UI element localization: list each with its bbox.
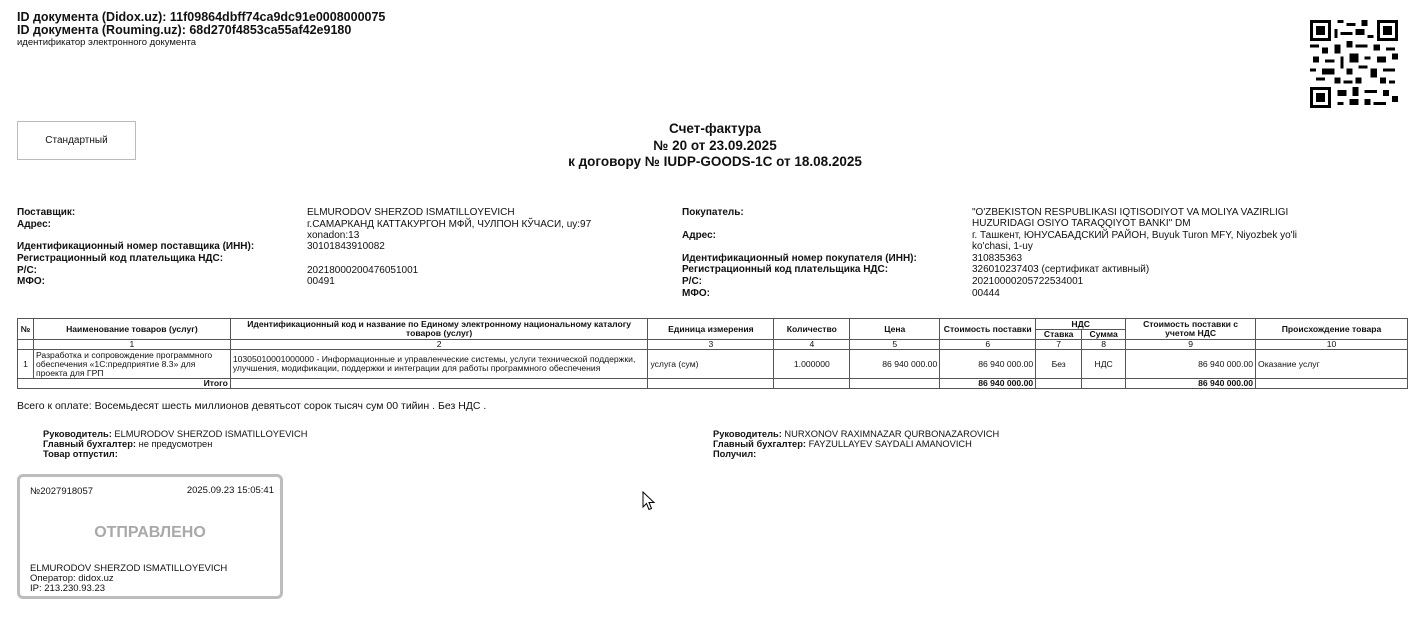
- col-number: 1: [33, 340, 230, 350]
- row-num: 1: [18, 350, 34, 379]
- col-number: 7: [1036, 340, 1082, 350]
- header-vat-rate: Ставка: [1036, 330, 1082, 340]
- table-total-row: [18, 379, 1408, 389]
- col-number: 2: [230, 340, 648, 350]
- row-vat-sum: НДС: [1082, 350, 1126, 379]
- table-column-numbers-row: [18, 340, 1408, 350]
- invoice-number-date: № 20 от 23.09.2025: [653, 137, 777, 153]
- buyer-head: NURXONOV RAXIMNAZAR QURBONAZAROVICH: [784, 429, 1000, 439]
- header-unit: Единица измерения: [648, 319, 774, 340]
- buyer-accountant-label: Главный бухгалтер:: [713, 439, 806, 449]
- stamp-signer: ELMURODOV SHERZOD ISMATILLOYEVICH: [30, 563, 228, 574]
- itogo-empty: [648, 379, 774, 389]
- row-price: 86 940 000.00: [850, 350, 940, 379]
- seller-head: ELMURODOV SHERZOD ISMATILLOYEVICH: [114, 429, 308, 439]
- seller-accountant: не предусмотрен: [138, 439, 213, 449]
- stamp-number: №2027918057: [30, 486, 94, 497]
- seller-inn: 30101843910082: [307, 241, 385, 252]
- buyer-inn: 310835363: [972, 253, 1023, 264]
- mouse-cursor-icon: [642, 491, 656, 511]
- seller-name: ELMURODOV SHERZOD ISMATILLOYEVICH: [307, 207, 515, 218]
- buyer-account-label: Р/С:: [682, 276, 702, 287]
- table-header-row: [18, 319, 1408, 330]
- itogo-cost: 86 940 000.00: [940, 379, 1036, 389]
- buyer-head-label: Руководитель:: [713, 429, 782, 439]
- seller-mfo: 00491: [307, 276, 335, 287]
- header-total: Стоимость поставки с учетом НДС: [1126, 319, 1256, 340]
- rouming-id: ID документа (Rouming.uz): 68d270f4853ca55af42e9180: [17, 23, 352, 37]
- buyer-label: Покупатель:: [682, 207, 744, 218]
- total-in-words: Всего к оплате: Восемьдесят шесть миллионов девятьсот сорок тысяч сум 00 тийин . Без НДС .: [17, 400, 487, 412]
- header-price: Цена: [850, 319, 940, 340]
- stamp-ip: IP: 213.230.93.23: [30, 583, 106, 594]
- didox-id: ID документа (Didox.uz): 11f09864dbff74ca9dc91e0008000075: [17, 10, 386, 24]
- contract-reference: к договору № IUDP-GOODS-1C от 18.08.2025: [568, 154, 862, 169]
- col-number: 8: [1082, 340, 1126, 350]
- seller-head-label: Руководитель:: [43, 429, 112, 439]
- buyer-account: 20210000205722534001: [972, 276, 1084, 287]
- qr-code-icon: [1310, 20, 1398, 108]
- doc-id-caption: идентификатор электронного документа: [17, 37, 196, 48]
- itogo-empty: [1082, 379, 1126, 389]
- buyer-name-line1: "O'ZBEKISTON RESPUBLIKASI IQTISODIYOT VA MOLIYA VAZIRLIGI: [972, 207, 1289, 218]
- col-number-empty: [18, 340, 34, 350]
- col-number: 5: [850, 340, 940, 350]
- seller-signatures: [43, 429, 307, 459]
- itogo-empty: [774, 379, 850, 389]
- buyer-vat-label: Регистрационный код плательщика НДС:: [682, 264, 889, 275]
- buyer-mfo-label: МФО:: [682, 288, 710, 299]
- row-vat-rate: Без: [1036, 350, 1082, 379]
- stamp-status: ОТПРАВЛЕНО: [94, 524, 206, 541]
- col-number: 6: [940, 340, 1036, 350]
- row-origin: Оказание услуг: [1256, 350, 1408, 379]
- col-number: 10: [1256, 340, 1408, 350]
- row-cost: 86 940 000.00: [940, 350, 1036, 379]
- col-number: 9: [1126, 340, 1256, 350]
- invoice-table: [17, 318, 1408, 389]
- seller-account-label: Р/С:: [17, 265, 37, 276]
- buyer-name-line2: HUZURIDAGI OSIYO TARAQQIYOT BANKI" DM: [972, 218, 1191, 229]
- buyer-address-line1: г. Ташкент, ЮНУСАБАДСКИЙ РАЙОН, Buyuk Turon MFY, Niyozbek yo'li: [972, 230, 1298, 241]
- table-row: [18, 350, 1408, 379]
- col-number: 3: [648, 340, 774, 350]
- itogo-empty: [1036, 379, 1082, 389]
- invoice-title-line1: Счет-фактура: [669, 121, 761, 136]
- row-name: Разработка и сопровождение программного обеспечения «1С:предприятие 8.3» для проекта для ГРП: [33, 350, 230, 379]
- buyer-mfo: 00444: [972, 288, 1000, 299]
- seller-released-label: Товар отпустил:: [43, 449, 118, 459]
- seller-accountant-label: Главный бухгалтер:: [43, 439, 136, 449]
- row-unit: услуга (сум): [648, 350, 774, 379]
- seller-vat-label: Регистрационный код плательщика НДС:: [17, 253, 224, 264]
- buyer-address-line2: ko'chasi, 1-uy: [972, 241, 1033, 252]
- row-catalog: 10305010001000000 - Информационные и управленческие системы, услуги технической поддержки, улучшения, модификации, поддержки и интеграции для работы программного обеспечения: [230, 350, 648, 379]
- stamp-operator: Оператор: didox.uz: [30, 573, 114, 584]
- header-num: №: [18, 319, 34, 340]
- seller-label: Поставщик:: [17, 207, 76, 218]
- header-catalog: Идентификационный код и название по Единому электронному национальному каталогу товаров (услуг): [230, 319, 648, 340]
- signature-stamp: [17, 474, 283, 599]
- invoice-title: [430, 121, 1000, 171]
- buyer-address-label: Адрес:: [682, 230, 716, 241]
- header-cost: Стоимость поставки: [940, 319, 1036, 340]
- seller-address-line1: г.САМАРКАНД КАТТАКУРГОН МФЙ, ЧУЛПОН КЎЧАСИ, uy:97: [307, 219, 592, 230]
- seller-address-line2: xonadon:13: [307, 230, 360, 241]
- buyer-inn-label: Идентификационный номер покупателя (ИНН):: [682, 253, 917, 264]
- stamp-datetime: 2025.09.23 15:05:41: [186, 485, 274, 496]
- header-vat-sum: Сумма: [1082, 330, 1126, 340]
- buyer-vat: 326010237403 (сертификат активный): [972, 264, 1150, 275]
- buyer-signatures: [713, 429, 999, 459]
- header-qty: Количество: [774, 319, 850, 340]
- header-origin: Происхождение товара: [1256, 319, 1408, 340]
- seller-account: 20218000200476051001: [307, 265, 419, 276]
- row-total: 86 940 000.00: [1126, 350, 1256, 379]
- header-vat: НДС: [1036, 319, 1126, 330]
- itogo-empty: [850, 379, 940, 389]
- itogo-total: 86 940 000.00: [1126, 379, 1256, 389]
- itogo-empty: [230, 379, 648, 389]
- document-type-label: Стандартный: [17, 121, 136, 160]
- buyer-received-label: Получил:: [713, 449, 757, 459]
- itogo-empty: [1256, 379, 1408, 389]
- col-number: 4: [774, 340, 850, 350]
- header-name: Наименование товаров (услуг): [33, 319, 230, 340]
- seller-address-label: Адрес:: [17, 219, 51, 230]
- itogo-label: Итого: [18, 379, 231, 389]
- seller-inn-label: Идентификационный номер поставщика (ИНН):: [17, 241, 255, 252]
- buyer-accountant: FAYZULLAYEV SAYDALI AMANOVICH: [808, 439, 972, 449]
- row-qty: 1.000000: [774, 350, 850, 379]
- seller-mfo-label: МФО:: [17, 276, 45, 287]
